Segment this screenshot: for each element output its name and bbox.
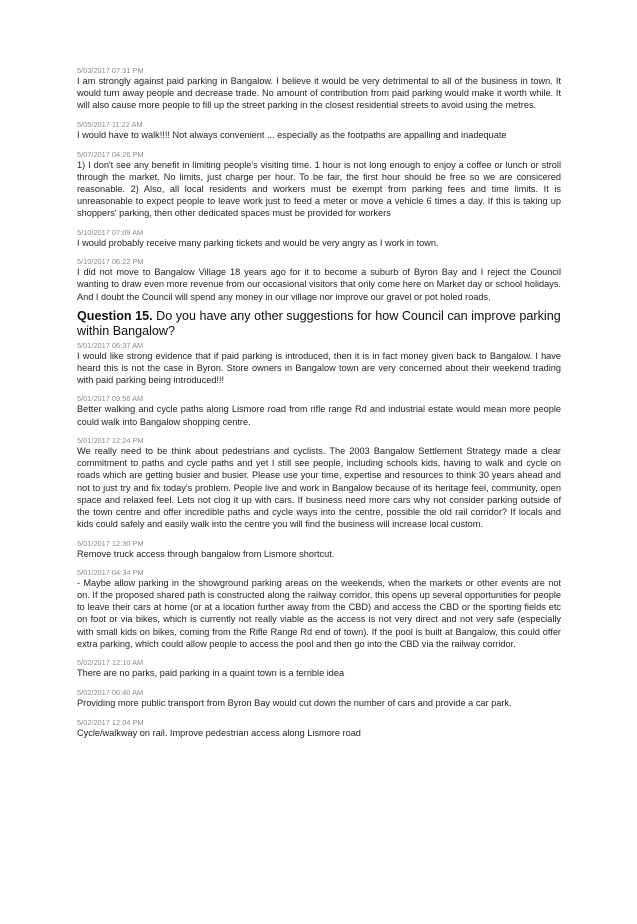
- response-timestamp: 5/01/2017 09:56 AM: [77, 394, 144, 404]
- response-timestamp: 5/05/2017 11:22 AM: [77, 119, 143, 129]
- response-text: I would probably receive many parking tickets and would be very angry as I work in town.: [77, 237, 439, 248]
- response-entry: [77, 394, 561, 427]
- survey-responses-page: [77, 66, 561, 739]
- response-timestamp: 5/07/2017 04:26 PM: [77, 149, 144, 159]
- response-text: I would have to walk!!!! Not always convenient ... especially as the footpaths are appalling and inadequate: [77, 129, 507, 140]
- response-entry: [77, 120, 561, 141]
- response-timestamp: 5/02/2017 12:10 AM: [77, 658, 144, 668]
- response-entry: [77, 688, 561, 709]
- question-number: Question 15.: [77, 308, 153, 323]
- response-text: I am strongly against paid parking in Bangalow. I believe it would be very detrimental to all of the business in town. It would turn away people and decrease trade. No amount of contribution from paid parking would make it worth while. It will also cause more people to fill up the street parking in the closest residential streets to avoid using the metres.: [77, 76, 561, 111]
- question-heading: [77, 309, 561, 339]
- response-text: - Maybe allow parking in the showground parking areas on the weekends, when the markets or other events are not on. If the proposed shared path is constructed along the railway corridor, this opens up several opportunities for people to leave their cars at home (or at a location further away from the CBD) and access the CBD or the sporting fields etc on foot or via bikes, which is currently not really viable as the access is not very direct and not very safe (especially with small kids on bikes, coming from the Rifle Range Rd end of town). If the pool is built at Bangalow, this could offer extra parking, which could allow people to access the pool and then go into the CBD via the railway corridor.: [77, 578, 561, 649]
- response-text: Providing more public transport from Byron Bay would cut down the number of cars and provide a car park.: [77, 698, 512, 709]
- question-text: Do you have any other suggestions for how Council can improve parking within Bangalow?: [77, 308, 561, 338]
- response-timestamp: 5/01/2017 12:24 PM: [77, 436, 144, 446]
- response-entry: [77, 718, 561, 739]
- response-text: I did not move to Bangalow Village 18 years ago for it to become a suburb of Byron Bay and I reject the Council wanting to draw even more revenue from our occasional visitors that only come here on Market day or school holidays. And I doubt the Council will spend any money in our village nor improve our gravel or pot holed roads.: [77, 267, 561, 302]
- response-entry: [77, 568, 561, 650]
- response-text: Cycle/walkway on rail. Improve pedestrian access along Lismore road: [77, 727, 361, 738]
- response-text: There are no parks, paid parking in a quaint town is a terrible idea: [77, 668, 345, 679]
- response-timestamp: 5/01/2017 06:37 AM: [77, 340, 144, 350]
- response-entry: [77, 539, 561, 560]
- response-text: I would like strong evidence that if paid parking is introduced, then it is in fact money given back to Bangalow. I have heard this is not the case in Byron. Store owners in Bangalow town are very concerned about their weekend trading with paid parking being introduced!!!: [77, 350, 561, 385]
- response-text: 1) I don't see any benefit in limiting people's visiting time. 1 hour is not long enough to enjoy a coffee or lunch or stroll through the market. No limits, just charge per hour. To be fair, the first hour should be free so we are consicered reasonable. 2) Also, all local residents and workers must be exempt from parking fees and time limits. It is unreasonable to expect people to leave work just to feed a meter or move a vehicle 6 times a day. If this is taking up shoppers' parking, then other dedicated spaces must be provided for workers: [77, 159, 561, 218]
- response-entry: [77, 658, 561, 679]
- response-timestamp: 5/01/2017 04:34 PM: [77, 568, 144, 578]
- response-timestamp: 5/02/2017 12:04 PM: [77, 717, 144, 727]
- response-entry: [77, 436, 561, 530]
- response-entry: [77, 228, 561, 249]
- response-timestamp: 5/10/2017 07:09 AM: [77, 227, 144, 237]
- response-text: Better walking and cycle paths along Lismore road from rifle range Rd and industrial estate would mean more people could walk into Bangalow shopping centre.: [77, 404, 561, 427]
- response-entry: [77, 341, 561, 386]
- response-timestamp: 5/10/2017 06:22 PM: [77, 257, 144, 267]
- response-timestamp: 5/01/2017 12:30 PM: [77, 538, 144, 548]
- response-timestamp: 5/02/2017 06:40 AM: [77, 688, 144, 698]
- response-entry: [77, 257, 561, 302]
- response-entry: [77, 66, 561, 111]
- response-timestamp: 5/03/2017 07:31 PM: [77, 66, 144, 75]
- response-text: We really need to be think about pedestrians and cyclists. The 2003 Bangalow Settlement Strategy made a clear commitment to paths and cycle paths and yet I still see people, including schools kids, having to walk and cycle on roads which are getting busier and busier. Please use your time, expertise and resources to think 30 years ahead and not to just try and fix today's problem. People live and work in Bangalow because of its heritage feel, community, open space and relaxed feel. Lets not clog it up with cars. If business need more cars why not consider parking outside of the town centre and offer incredible paths and cycle ways into the centre, possible the old rail corridor? If locals and kids could safely and easily walk into the centre you will find the business will increase local custom.: [77, 446, 561, 529]
- response-entry: [77, 150, 561, 219]
- response-text: Remove truck access through bangalow from Lismore shortcut.: [77, 548, 335, 559]
